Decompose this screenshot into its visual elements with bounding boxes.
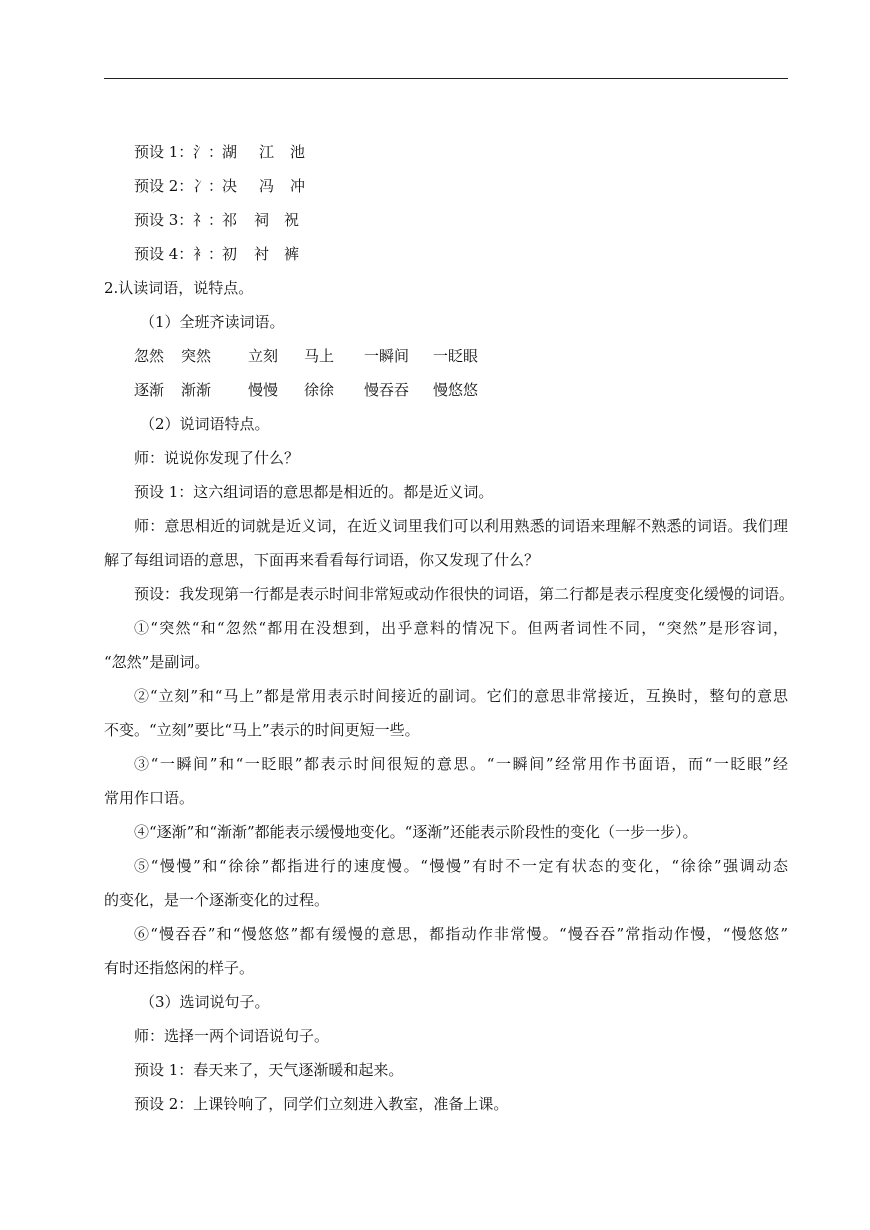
note-6-line: ⑥“慢吞吞”和“慢悠悠”都有缓慢的意思，都指动作非常慢。“慢吞吞”常指动作慢，“慢悠悠” [134, 925, 788, 943]
note-2-line: ②“立刻”和“马上”都是常用表示时间接近的副词。它们的意思非常接近，互换时，整句的意思 [134, 687, 788, 705]
subheading: （2）说词语特点。 [140, 415, 270, 433]
paragraph: 预设 1：这六组词语的意思都是相近的。都是近义词。 [134, 483, 494, 501]
note-6-line: 有时还指悠闲的样子。 [104, 959, 255, 977]
preset-char: 衬 [254, 245, 270, 263]
paragraph: 师：选择一两个词语说句子。 [134, 1027, 330, 1045]
paragraph-line: 解了每组词语的意思，下面再来看看每行词语，你又发现了什么？ [104, 551, 540, 569]
preset-char: 决 [222, 177, 238, 195]
word: 徐徐 [304, 381, 335, 399]
preset-label: 预设 2： [134, 177, 194, 195]
word: 一眨眼 [433, 347, 479, 365]
preset-char: 湖 [222, 143, 238, 161]
preset-radical: 礻： [193, 211, 224, 229]
preset-char: 祁 [222, 211, 238, 229]
note-4-line: ④“逐渐”和“渐渐”都能表示缓慢地变化。“逐渐”还能表示阶段性的变化（一步一步）。 [134, 823, 698, 841]
word: 一瞬间 [364, 347, 410, 365]
subheading: （3）选词说句子。 [140, 993, 270, 1011]
note-1-line: “忽然”是副词。 [104, 653, 210, 671]
note-5-line: ⑤“慢慢”和“徐徐”都指进行的速度慢。“慢慢”有时不一定有状态的变化，“徐徐”强调动态 [134, 857, 788, 875]
preset-radical: 冫： [193, 177, 224, 195]
paragraph: 预设 2：上课铃响了，同学们立刻进入教室，准备上课。 [134, 1095, 509, 1113]
note-5-line: 的变化，是一个逐渐变化的过程。 [104, 891, 330, 909]
preset-char: 祠 [254, 211, 270, 229]
preset-char: 初 [222, 245, 238, 263]
preset-label: 预设 1： [134, 143, 194, 161]
note-2-line: 不变。“立刻”要比“马上”表示的时间更短一些。 [104, 721, 420, 739]
header-rule [104, 78, 788, 79]
preset-char: 裤 [284, 245, 300, 263]
paragraph: 预设：我发现第一行都是表示时间非常短或动作很快的词语，第二行都是表示程度变化缓慢的词语。 [134, 585, 795, 603]
subheading: （1）全班齐读词语。 [140, 313, 285, 331]
note-3-line: 常用作口语。 [104, 789, 195, 807]
preset-char: 江 [259, 143, 275, 161]
paragraph-line: 师：意思相近的词就是近义词，在近义词里我们可以利用熟悉的词语来理解不熟悉的词语。我们理 [134, 517, 788, 535]
preset-label: 预设 4： [134, 245, 194, 263]
section-heading: 2.认读词语，说特点。 [104, 279, 254, 297]
word: 逐渐 [134, 381, 165, 399]
note-3-line: ③“一瞬间”和“一眨眼”都表示时间很短的意思。“一瞬间”经常用作书面语，而“一眨眼”经 [134, 755, 788, 773]
word: 忽然 [134, 347, 165, 365]
paragraph: 师：说说你发现了什么？ [134, 449, 300, 467]
preset-char: 冯 [259, 177, 275, 195]
preset-char: 祝 [284, 211, 300, 229]
word: 慢悠悠 [433, 381, 479, 399]
preset-char: 冲 [290, 177, 306, 195]
preset-radical: 衤： [193, 245, 224, 263]
word: 立刻 [248, 347, 279, 365]
preset-radical: 氵： [193, 143, 224, 161]
word: 渐渐 [181, 381, 212, 399]
word: 慢慢 [248, 381, 279, 399]
word: 马上 [304, 347, 335, 365]
preset-char: 池 [290, 143, 306, 161]
preset-label: 预设 3： [134, 211, 194, 229]
note-1-line: ①“突然“和“忽然“都用在没想到，出乎意料的情况下。但两者词性不同，“突然”是形容词， [134, 619, 788, 637]
word: 慢吞吞 [364, 381, 410, 399]
word: 突然 [181, 347, 212, 365]
paragraph: 预设 1：春天来了，天气逐渐暖和起来。 [134, 1061, 404, 1079]
